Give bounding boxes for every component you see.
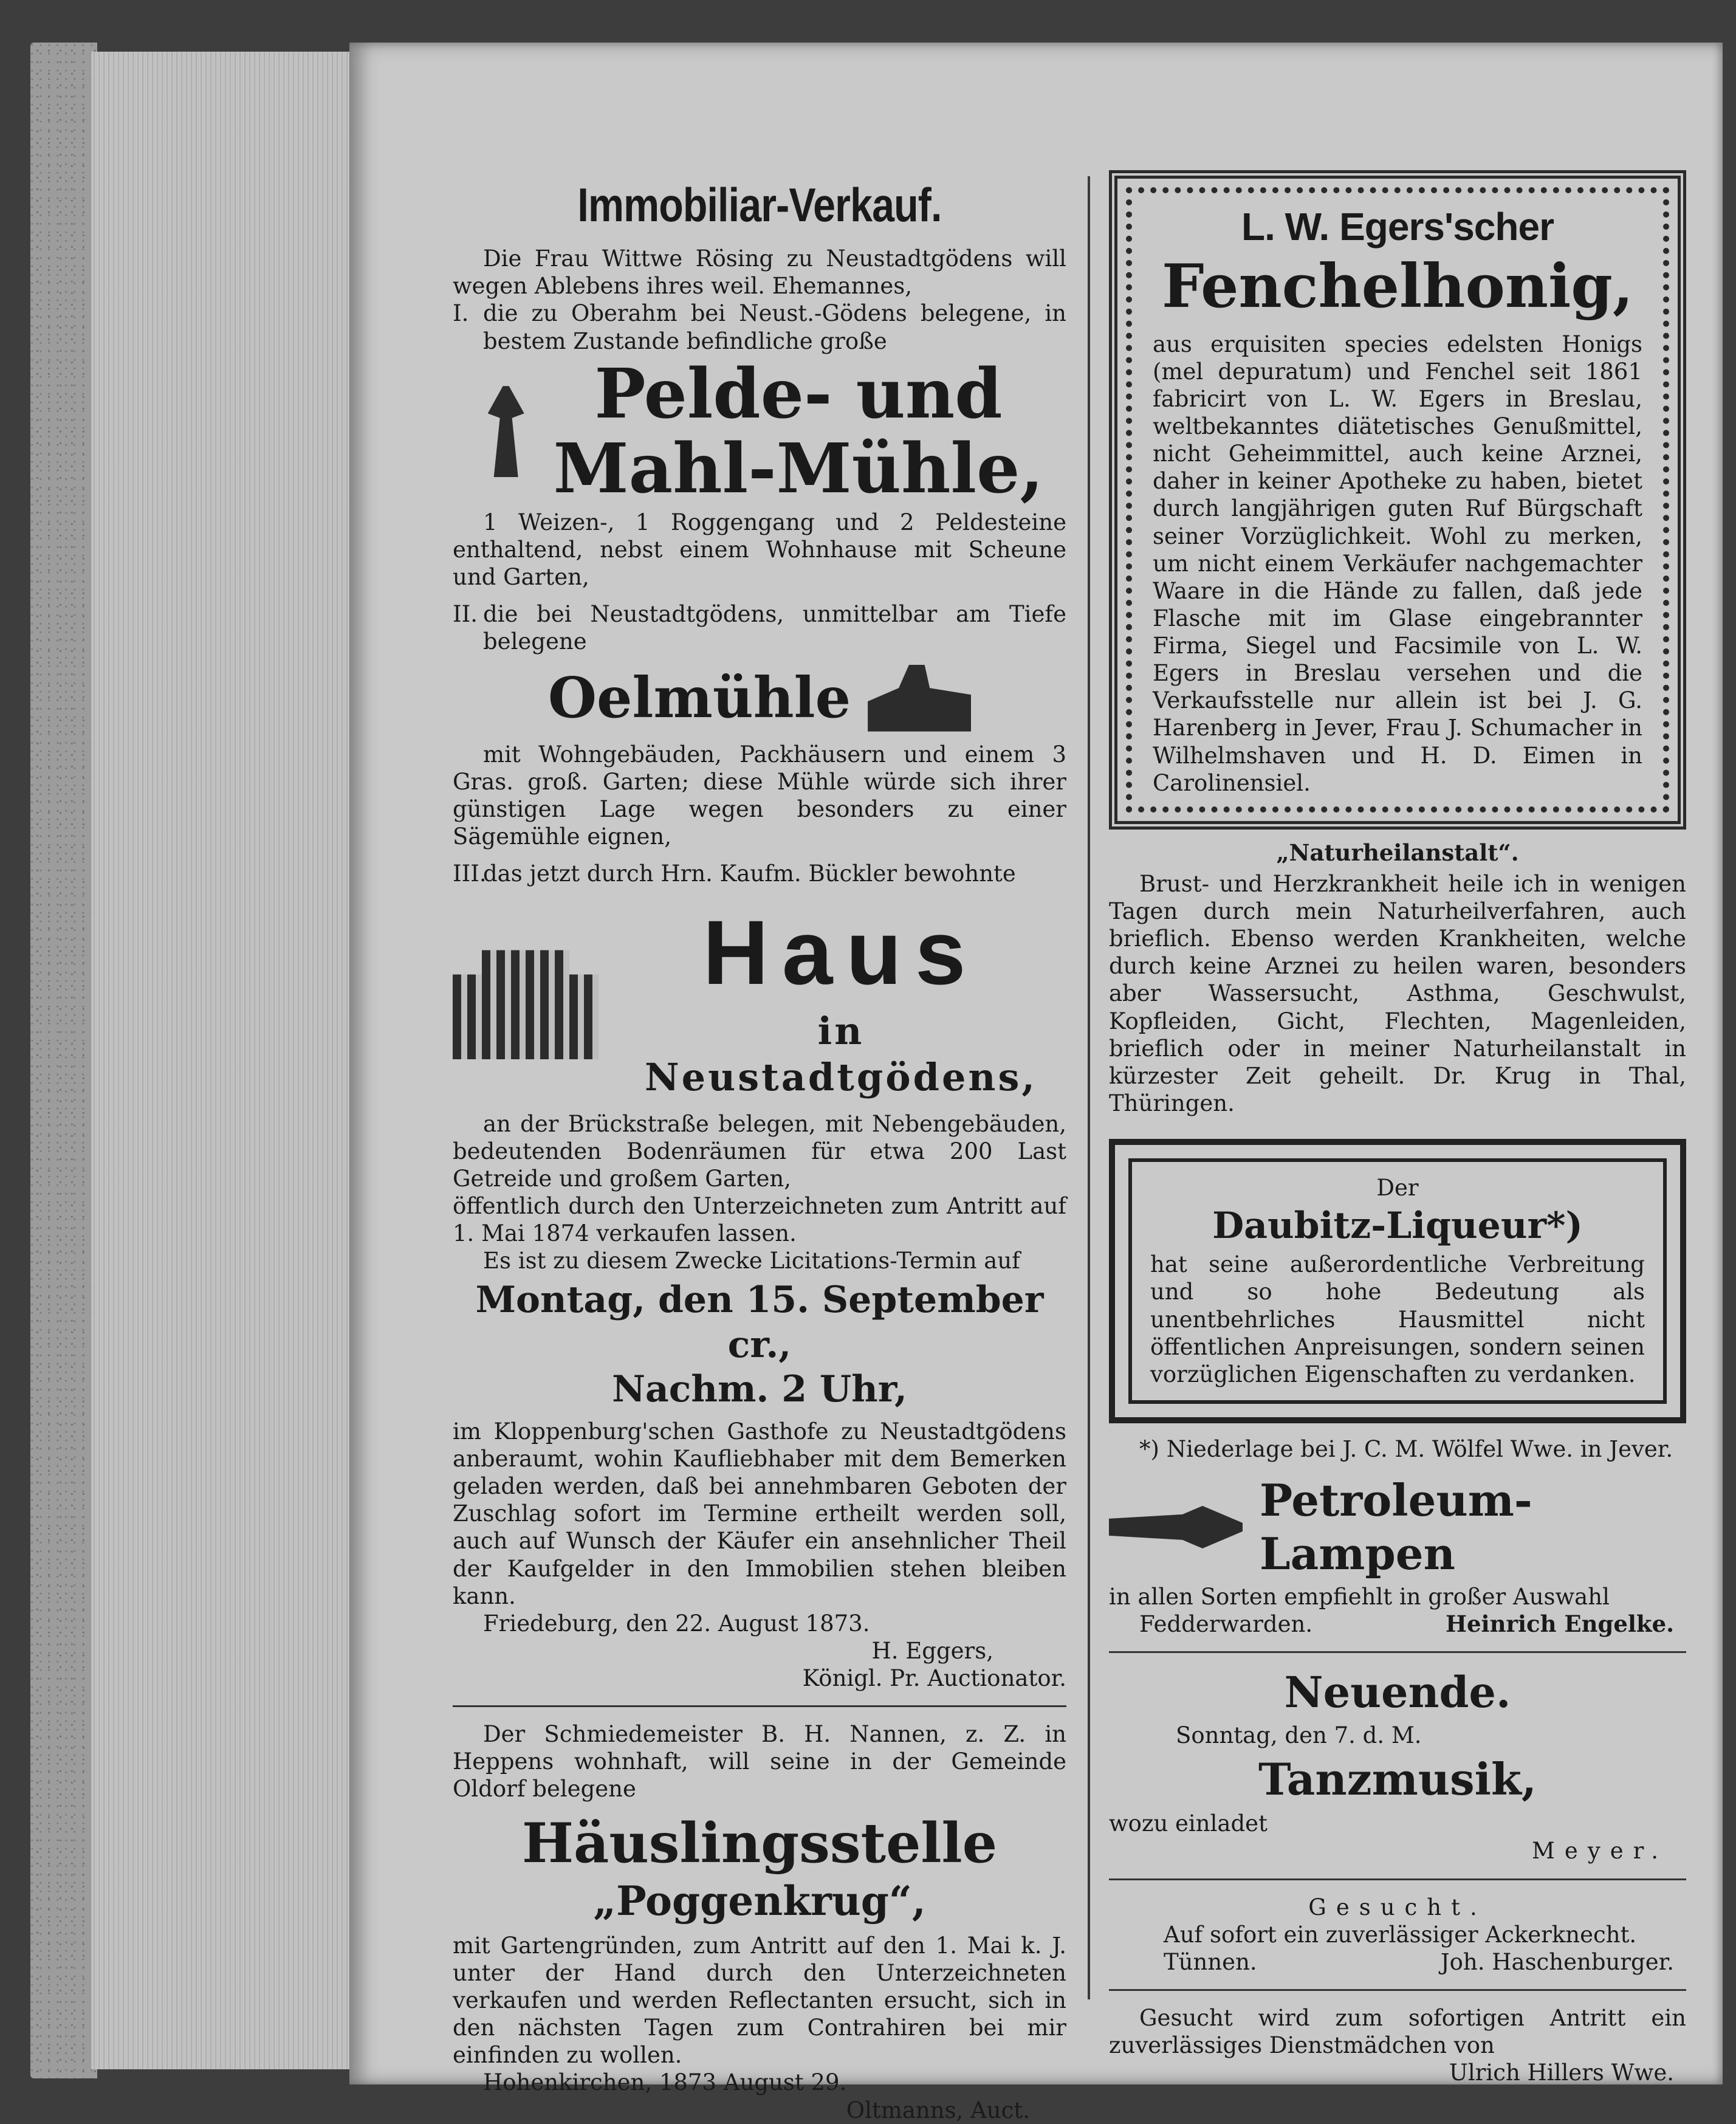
right-column	[1109, 170, 1686, 2086]
item-3	[453, 860, 1066, 887]
auction-time: Nachm. 2 Uhr,	[612, 1367, 907, 1411]
item-3-detail: an der Brückstraße belegen, mit Nebengebäuden, bedeutenden Bodenräumen für etwa 200 Last Getreide und großem Garten,	[453, 1110, 1066, 1192]
pointing-hand-icon	[1109, 1506, 1243, 1548]
ad2-intro: Der Schmiedemeister B. H. Nannen, z. Z. in Heppens wohnhaft, will seine in der Gemeinde Oldorf belegene	[453, 1721, 1066, 1803]
petroleum-heading: Petroleum-Lampen	[1260, 1474, 1532, 1579]
mahl-muehle-heading: Mahl-Mühle,	[553, 429, 1044, 509]
naturheilanstalt-text: Brust- und Herzkrankheit heile ich in wenigen Tagen durch mein Naturheilverfahren, auch brieflich. Ebenso werden Krankheiten, welche durch keine Arznei zu heilen waren, besonders aber Wassersucht, Asthma, Geschwulst, Kopfleiden, Gicht, Flechten, Magenleiden, brieflich oder in meiner Naturheilanstalt in kürzester Zeit geheilt. Dr. Krug in Thal, Thüringen.	[1109, 870, 1686, 1116]
gesucht1-place: Tünnen.	[1164, 1948, 1257, 1975]
auction-date: Montag, den 15. September cr.,	[475, 1279, 1044, 1366]
gesucht2-text: Gesucht wird zum sofortigen Antritt ein zuverlässiges Dienstmädchen von	[1109, 2004, 1686, 2059]
invite-signer: Meyer.	[1532, 1838, 1668, 1865]
item-2-text: die bei Neustadtgödens, unmittelbar am Tiefe belegene	[483, 601, 1066, 655]
egers-text: aus erquisiten species edelsten Honigs (mel depuratum) und Fenchel seit 1861 fabricirt von L. W. Egers in Breslau, weltbekanntes diätetisches Genußmittel, nicht Geheimmittel, auch keine Arznei, daher in keiner Apotheke zu haben, bietet durch langjährigen guten Ruf Bürgschaft seiner Vorzüglichkeit. Wohl zu merken, um nicht einem Verkäufer nachgemachter Waare in die Hände zu fallen, daß jede Flasche mit im Glase eingebrannter Firma, Siegel und Facsimile von L. W. Egers in Breslau versehen und die Verkaufsstelle nur allein ist bei J. G. Harenberg in Jever, Frau J. Schumacher in Wilhelmshaven und H. D. Eimen in Carolinensiel.	[1153, 331, 1642, 796]
haus-place: in Neustadtgödens,	[645, 1009, 1037, 1099]
petroleum-heading-row	[1109, 1474, 1686, 1581]
egers-title: L. W. Egers'scher	[1241, 205, 1554, 249]
neuende-date: Sonntag, den 7. d. M.	[1176, 1722, 1422, 1749]
pelde-heading-row	[453, 355, 1066, 509]
oelmuehle-heading-row	[453, 664, 1066, 732]
poggenkrug-heading: „Poggenkrug“,	[593, 1877, 926, 1925]
item-2-number: II.	[453, 601, 478, 628]
section-divider	[1109, 1989, 1686, 1991]
daubitz-heading: Daubitz-Liqueur*)	[1212, 1205, 1583, 1248]
fenchelhonig-heading: Fenchelhonig,	[1161, 252, 1634, 322]
item-3-number: III.	[453, 861, 487, 887]
gesucht1-signer: Joh. Haschenburger.	[1440, 1948, 1674, 1975]
gesucht2-signer: Ulrich Hillers Wwe.	[1449, 2060, 1674, 2086]
egers-advert-box	[1109, 170, 1686, 830]
intro-text: Die Frau Wittwe Rösing zu Neustadtgödens will wegen Ablebens ihres weil. Ehemannes,	[453, 246, 1066, 300]
petroleum-place: Fedderwarden.	[1139, 1610, 1313, 1637]
column-rule	[1088, 176, 1090, 1999]
book-cover-edge	[30, 43, 97, 2078]
signer-title: Königl. Pr. Auctionator.	[802, 1665, 1066, 1692]
haus-heading-row	[453, 897, 1066, 1100]
immobiliar-verkauf-title: Immobiliar-Verkauf.	[577, 178, 942, 232]
windmill-icon	[476, 386, 537, 477]
left-column	[453, 170, 1066, 2124]
daubitz-der: Der	[1376, 1175, 1419, 1201]
ad2-text: mit Gartengründen, zum Antritt auf den 1. Mai k. J. unter der Hand durch den Unterzeichneten verkaufen und werden Reflectanten ersucht, sich in den nächsten Tagen zum Contrahiren bei mir einfinden zu wollen.	[453, 1932, 1066, 2069]
petroleum-signature-row	[1109, 1610, 1686, 1638]
termin-text: Es ist zu diesem Zwecke Licitations-Termin auf	[483, 1248, 1020, 1274]
ad2-dateline: Hohenkirchen, 1873 August 29.	[483, 2069, 847, 2096]
item-3-text: das jetzt durch Hrn. Kaufm. Bückler bewohnte	[483, 861, 1016, 887]
naturheilanstalt-title: „Naturheilanstalt“.	[1276, 839, 1519, 866]
gesucht1-signature-row	[1109, 1948, 1686, 1976]
daubitz-text: hat seine außerordentliche Verbreitung und so hohe Bedeutung als unentbehrliches Hausmittel nicht öffentlichen Anpreisungen, sondern seinen vorzüglichen Eigenschaften zu verdanken.	[1150, 1251, 1645, 1387]
petroleum-text: in allen Sorten empfiehlt in großer Auswahl	[1109, 1583, 1610, 1610]
haus-heading: Haus	[702, 901, 980, 1004]
daubitz-inner-frame	[1128, 1158, 1667, 1404]
dateline: Friedeburg, den 22. August 1873.	[483, 1610, 870, 1637]
section-divider	[1109, 1878, 1686, 1880]
item-1-number: I.	[453, 300, 469, 327]
daubitz-note: *) Niederlage bei J. C. M. Wölfel Wwe. in Jever.	[1139, 1435, 1673, 1462]
neuende-heading: Neuende.	[1284, 1666, 1511, 1717]
gesucht1-title: Gesucht.	[1308, 1894, 1487, 1920]
oil-mill-icon	[868, 665, 971, 732]
item-1	[453, 300, 1066, 354]
pelde-heading: Pelde- und	[594, 354, 1003, 434]
gesucht1-text: Auf sofort ein zuverlässiger Ackerknecht.	[1164, 1921, 1637, 1948]
section-divider	[1109, 1651, 1686, 1653]
section-divider	[453, 1705, 1066, 1707]
sale-text: öffentlich durch den Unterzeichneten zum Antritt auf 1. Mai 1874 verkaufen lassen.	[453, 1192, 1066, 1247]
petroleum-signer: Heinrich Engelke.	[1446, 1610, 1674, 1637]
invite-text: wozu einladet	[1109, 1810, 1268, 1837]
oelmuehle-heading: Oelmühle	[547, 665, 851, 731]
item-1-text: die zu Oberahm bei Neust.-Gödens belegene, in bestem Zustande befindliche große	[483, 300, 1066, 354]
item-2	[453, 600, 1066, 655]
house-icon	[453, 938, 599, 1059]
haeuslingsstelle-heading: Häuslingsstelle	[521, 1810, 997, 1875]
page-stack	[91, 52, 355, 2069]
venue-text: im Kloppenburg'schen Gasthofe zu Neustadtgödens anberaumt, wohin Kaufliebhaber mit dem Bemerken geladen werden, daß bei annehmbaren Geboten der Zuschlag sofort im Termine ertheilt werden soll, auch auf Wunsch der Käufer ein ansehnlicher Theil der Kaufgelder in den Immobilien stehen bleiben kann.	[453, 1418, 1066, 1609]
item-2-detail: mit Wohngebäuden, Packhäusern und einem 3 Gras. groß. Garten; diese Mühle würde sich ihrer günstigen Lage wegen besonders zu einer Sägemühle eignen,	[453, 741, 1066, 850]
ad2-signer: Oltmanns, Auct.	[846, 2097, 1030, 2123]
signer-name: H. Eggers,	[871, 1637, 993, 1664]
item-1-detail: 1 Weizen-, 1 Roggengang und 2 Peldesteine enthaltend, nebst einem Wohnhause mit Scheune und Garten,	[453, 509, 1066, 591]
tanzmusik-heading: Tanzmusik,	[1258, 1753, 1537, 1806]
daubitz-advert-box	[1109, 1139, 1686, 1423]
